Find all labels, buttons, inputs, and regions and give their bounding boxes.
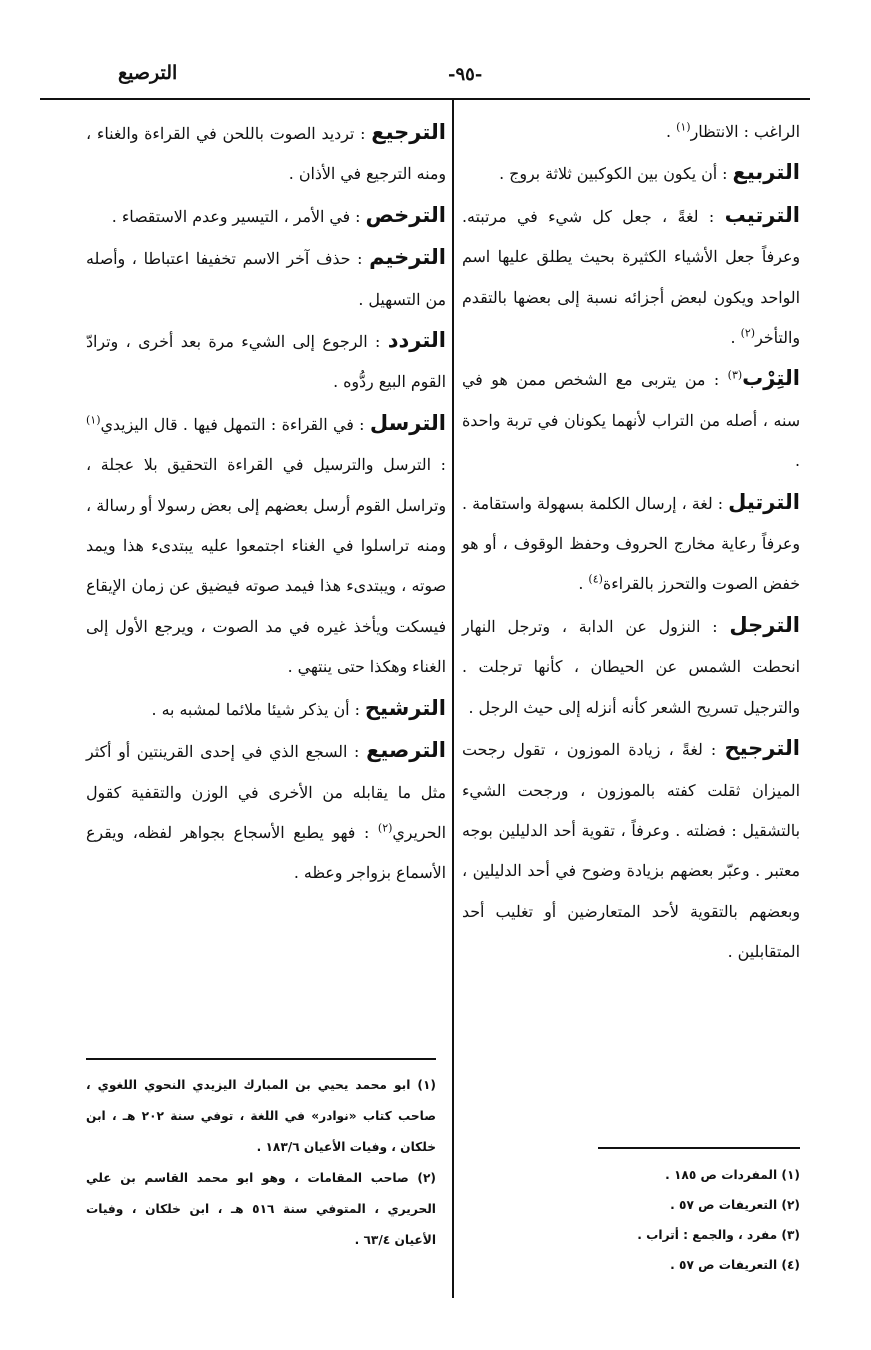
entry-tail: . bbox=[730, 328, 741, 348]
entry-term: الترجيح bbox=[724, 736, 800, 761]
footnotes-right bbox=[560, 1160, 800, 1280]
entry-term: الترخيم bbox=[369, 245, 446, 270]
running-head: الترصيع bbox=[118, 62, 178, 84]
entry-term: الترتيل bbox=[728, 489, 800, 514]
footnote-ref: (٣) bbox=[727, 369, 743, 383]
entry-text: : في الأمر ، التيسير وعدم الاستقصاء . bbox=[111, 206, 366, 226]
entry-tirb bbox=[462, 358, 800, 481]
entry-taraddud bbox=[86, 320, 446, 403]
column-divider bbox=[452, 98, 454, 1298]
entry-text: : ترديد الصوت باللحن في القراءة والغناء ، ومنه الترجيع في الأذان . bbox=[86, 124, 446, 184]
entry-text: : أن يذكر شيئا ملائما لمشبه به . bbox=[151, 699, 365, 719]
entry-text: : لغةً ، زيادة الموزون ، تقول رجحت الميزان ثقلت كفته بالموزون ، ورجحت الشيء بالتشقيل : فضلته . وعرفاً ، تقوية أحد الدليلين بوجه معتبر . وعبّر بعضهم بزيادة وضوح في أحد الدليلين ، وبعضهم بالتقوية لأحد المتعارضين أو تغليب أحد المتقابلين . bbox=[462, 740, 800, 962]
entry-continuation bbox=[462, 112, 800, 152]
entry-tail: : من يتربى مع الشخص ممن هو في سنه ، أصله من التراب لأنهما يكونان في تربة واحدة . bbox=[462, 370, 800, 471]
entry-term: الترصيع bbox=[366, 738, 446, 763]
page-header bbox=[40, 62, 810, 100]
entry-text: : حذف آخر الاسم تخفيفا اعتباطا ، وأصله من التسهيل . bbox=[86, 249, 446, 309]
page-number: -٩٥- bbox=[448, 64, 483, 85]
entry-term: الترجل bbox=[729, 612, 800, 637]
entry-text: : النزول عن الدابة ، وترجل النهار انحطت الشمس عن الحيطان ، كأنها ترجلت . والترجيل تسريح الشعر كأنه أنزله إلى حيث الرجل . bbox=[462, 616, 800, 717]
footnote: (١) ابو محمد يحيي بن المبارك اليزيدي النحوي اللغوي ، صاحب كتاب «نوادر» في اللغة ، توفي سنة ٢٠٢ هـ ، ابن خلكان ، وفيات الأعيان ١٨٣/٦ . bbox=[86, 1078, 436, 1154]
entry-tarakhkhus bbox=[86, 195, 446, 237]
entry-term: الترتيب bbox=[724, 202, 800, 227]
entry-tarbi bbox=[462, 152, 800, 194]
footnote-ref: (٢) bbox=[740, 326, 756, 340]
entry-tartil bbox=[462, 482, 800, 605]
entry-term: الترجيع bbox=[371, 120, 446, 144]
entry-term: الترشيح bbox=[364, 695, 446, 720]
footnote-ref: (١) bbox=[676, 120, 691, 134]
entry-tarjih bbox=[462, 728, 800, 972]
entry-text: : السجع الذي في إحدى القرينتين أو أكثر مثل ما يقابله من الأخرى في الوزن والتقفية كقول الحريري bbox=[86, 742, 446, 842]
entry-tail: : الترسل والترسيل في القراءة التحقيق بلا عجلة ، وتراسل القوم أرسل بعضهم إلى بعض رسولا أو رسالة ، ومنه تراسلوا في الغناء اجتمعوا عليه يبتدىء هذا ويمد صوته ، ويبتدىء هذا فيمد صوته فيضيق عن زمان الإيقاع فيسكت ويأخذ غيره في مد الصوت ، ويرجع الأول إلى الغناء وهكذا حتى ينتهي . bbox=[86, 455, 446, 677]
entry-tail: . bbox=[666, 122, 677, 141]
footnote-rule-left bbox=[86, 1058, 436, 1060]
entry-term: الترسل bbox=[369, 410, 446, 435]
entry-term: التردد bbox=[387, 328, 446, 353]
entry-tartib bbox=[462, 195, 800, 359]
footnote-rule-right bbox=[598, 1147, 800, 1149]
entry-tarsi bbox=[86, 730, 446, 894]
footnote: (٣) مفرد ، والجمع : أتراب . bbox=[637, 1228, 800, 1242]
footnotes-left bbox=[86, 1070, 436, 1256]
entry-term: التربيع bbox=[732, 160, 800, 185]
footnote-ref: (٢) bbox=[377, 821, 393, 835]
entry-text: : لغة ، إرسال الكلمة بسهولة واستقامة . وعرفاً رعاية مخارج الحروف وحفظ الوقوف ، أو هو خفض الصوت والتحرز بالقراءة bbox=[462, 493, 800, 594]
entry-text: : لغةً ، جعل كل شيء في مرتبته. وعرفاً جعل الأشياء الكثيرة بحيث يطلق عليها اسم الواحد ويكون لبعض أجزائه نسبة إلى بعضها بالتقدم والتأخر bbox=[462, 206, 800, 348]
footnote: (٢) صاحب المقامات ، وهو ابو محمد القاسم بن علي الحريري ، المتوفي سنة ٥١٦ هـ ، ابن خلكان ، وفيات الأعيان ٦٣/٤ . bbox=[86, 1171, 436, 1247]
entry-tail: : فهو يطبع الأسجاع بجواهر لفظه، ويقرع الأسماع بزواجر وعظه . bbox=[86, 822, 446, 883]
entry-tarkhim bbox=[86, 237, 446, 320]
footnote: (٤) التعريفات ص ٥٧ . bbox=[670, 1258, 800, 1272]
entry-text: : في القراءة : التمهل فيها . قال اليزيدي bbox=[100, 414, 370, 434]
entry-tarji bbox=[86, 112, 446, 195]
right-column bbox=[462, 112, 800, 973]
entry-text: الراغب : الانتظار bbox=[690, 122, 800, 141]
footnote: (٢) التعريفات ص ٥٧ . bbox=[670, 1198, 800, 1212]
entry-term: الترخص bbox=[365, 202, 446, 227]
entry-text: : أن يكون بين الكوكبين ثلاثة بروج . bbox=[499, 164, 733, 184]
left-column bbox=[86, 112, 446, 894]
entry-tarassul bbox=[86, 403, 446, 688]
entry-text: : الرجوع إلى الشيء مرة بعد أخرى ، وترادّ القوم البيع ردُّوه . bbox=[86, 332, 446, 392]
entry-tarshih bbox=[86, 688, 446, 730]
footnote-ref: (١) bbox=[86, 413, 101, 427]
entry-tarajjul bbox=[462, 605, 800, 728]
entry-tail: . bbox=[578, 574, 589, 594]
entry-term: التِرْب bbox=[742, 366, 800, 391]
footnote-ref: (٤) bbox=[588, 573, 603, 587]
footnote: (١) المفردات ص ١٨٥ . bbox=[665, 1168, 800, 1182]
